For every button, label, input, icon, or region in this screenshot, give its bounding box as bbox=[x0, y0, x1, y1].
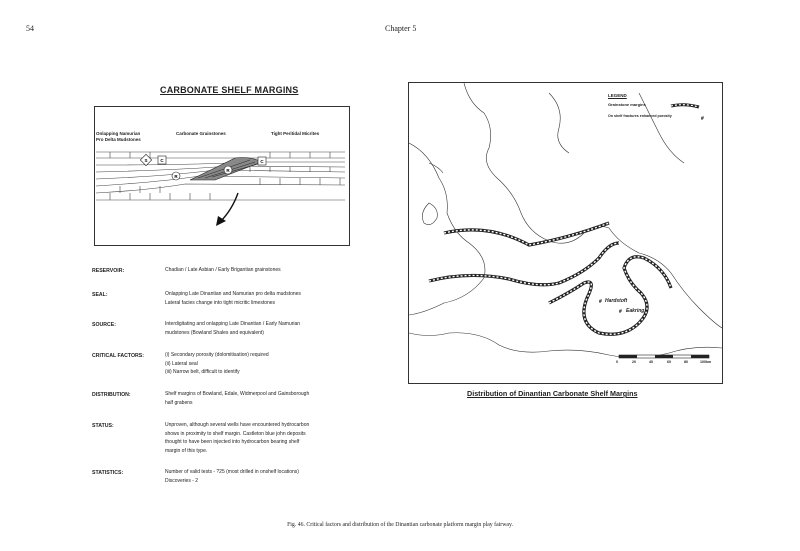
scale-labels bbox=[616, 360, 712, 366]
row-line: Onlapping Late Dinantian and Namurian pro delta mudstones bbox=[165, 291, 301, 297]
row-label-critical-factors: CRITICAL FACTORS: bbox=[92, 353, 144, 359]
running-head: Chapter 5 bbox=[385, 24, 417, 33]
section-label-micrites: Tight Peritidal Micrites bbox=[271, 131, 320, 136]
row-label-status: STATUS: bbox=[92, 423, 114, 429]
row-text-critical-factors bbox=[165, 351, 269, 377]
section-label-mudstones-line2: Pro Delta Mudstones bbox=[96, 137, 141, 142]
place-label-hardstoft: Hardstoft bbox=[605, 298, 628, 304]
margin-band-2 bbox=[429, 243, 619, 285]
marker-s: S bbox=[144, 158, 148, 163]
marker-c-right: C bbox=[260, 159, 264, 164]
row-label-seal: SEAL: bbox=[92, 292, 108, 298]
figure-caption: Fig. 46. Critical factors and distribution of the Dinantian carbonate platform margin play fairway. bbox=[287, 522, 513, 528]
row-text-status bbox=[165, 421, 309, 455]
row-line: shows in proximity to shelf margin. Castleton blue john deposits bbox=[165, 430, 306, 437]
island bbox=[422, 203, 437, 225]
panel-title: CARBONATE SHELF MARGINS bbox=[160, 85, 299, 95]
row-line: Unproven, although several wells have encountered hydrocarbon bbox=[165, 422, 310, 428]
row-line: thought to have been injected into hydrocarbon bearing shelf bbox=[165, 439, 300, 446]
row-line: Chadian / Late Asbian / Early Brigantian grainstones bbox=[165, 267, 281, 273]
row-label-source: SOURCE: bbox=[92, 322, 116, 328]
coastline-north bbox=[464, 83, 722, 328]
place-label-eakring: Eakring bbox=[626, 308, 645, 314]
scale-label: 80 bbox=[684, 360, 688, 364]
page-number: 54 bbox=[26, 24, 34, 33]
marker-r-right: R bbox=[226, 168, 230, 173]
row-line: Lateral facies change into tight micritic limestones bbox=[165, 299, 276, 306]
marker-r-left: R bbox=[174, 174, 178, 179]
row-line: (iii) Narrow belt, difficult to identify bbox=[165, 369, 240, 376]
section-label-grainstones: Carbonate Grainstones bbox=[176, 131, 226, 136]
scale-label: 60 bbox=[667, 360, 671, 364]
scale-label: 20 bbox=[632, 360, 636, 364]
map-frame bbox=[408, 82, 723, 384]
row-text-reservoir bbox=[165, 266, 281, 275]
row-line: Shelf margins of Bowland, Edale, Widmerpool and Gainsborough bbox=[165, 391, 310, 397]
legend-item-margins: Grainstone margins bbox=[608, 102, 646, 107]
legend-symbol-porosity: # bbox=[701, 116, 704, 122]
row-line: (ii) Lateral seal bbox=[165, 360, 198, 367]
row-line: half grabens bbox=[165, 399, 193, 406]
scale-bar bbox=[619, 355, 709, 358]
row-line: Number of valid tests - ?25 (most drilled in onshelf locations) bbox=[165, 469, 299, 475]
row-line: margin of this type. bbox=[165, 447, 208, 454]
row-label-reservoir: RESERVOIR: bbox=[92, 268, 125, 274]
well-marker-eakring: # bbox=[619, 309, 622, 315]
margin-band-1 bbox=[444, 223, 609, 245]
map-title: Distribution of Dinantian Carbonate Shelf Margins bbox=[467, 389, 638, 398]
row-text-distribution bbox=[165, 390, 309, 407]
row-label-distribution: DISTRIBUTION: bbox=[92, 392, 131, 398]
row-line: mudstones (Bowland Shales and equivalent) bbox=[165, 329, 264, 336]
row-text-statistics bbox=[165, 468, 299, 485]
coastline-south bbox=[409, 333, 722, 358]
migration-arrow bbox=[220, 193, 238, 222]
river-1 bbox=[549, 93, 569, 153]
row-line: (i) Secondary porosity (dolomitisation) required bbox=[165, 352, 269, 358]
row-line: Interdigitating and onlapping Late Dinantian / Early Namurian bbox=[165, 321, 301, 327]
row-label-statistics: STATISTICS: bbox=[92, 470, 124, 476]
legend-item-porosity: On shelf fractures enhanced porosity bbox=[608, 114, 672, 118]
well-marker-hardstoft: # bbox=[599, 299, 602, 305]
row-text-seal bbox=[165, 290, 301, 307]
scale-label: 100km bbox=[700, 360, 712, 364]
legend-title: LEGEND bbox=[608, 93, 627, 98]
map-outline bbox=[409, 83, 722, 383]
section-label-mudstones-line1: Onlapping Namurian bbox=[96, 131, 141, 136]
margin-band-3 bbox=[549, 257, 671, 335]
marker-c-left: C bbox=[160, 158, 164, 163]
row-text-source bbox=[165, 320, 300, 337]
scale-label: 0 bbox=[616, 360, 618, 364]
row-line: Discoveries - 2 bbox=[165, 477, 199, 484]
scale-label: 40 bbox=[649, 360, 653, 364]
